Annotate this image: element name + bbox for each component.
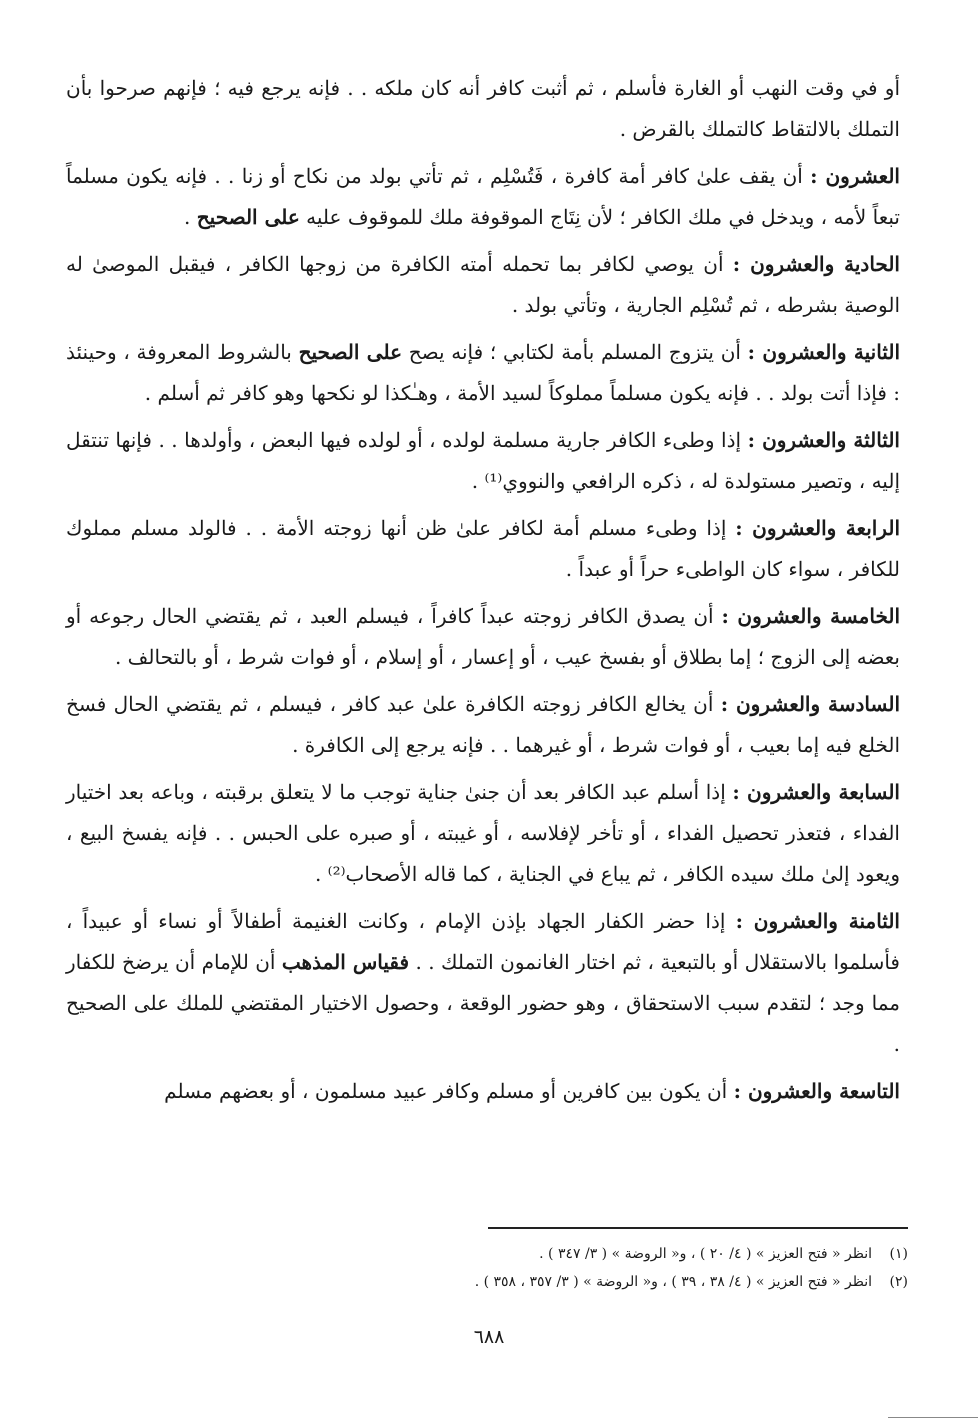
paragraph-heading: الخامسة والعشرون : — [721, 604, 900, 628]
page-number: ٦٨٨ — [473, 1326, 505, 1348]
emphasis-text: على الصحيح — [298, 340, 402, 364]
paragraph-24 — [66, 508, 900, 590]
paragraph-text: أن يخالع الكافر زوجته الكافرة علىٰ عبد كافر ، فيسلم ، ثم يقتضي الحال فسخ الخلع فيه إما بعيب ، أو فوات شرط ، أو غيرهما . . فإنه يرجع إلى الكافرة . — [66, 692, 900, 757]
paragraph-23 — [66, 420, 900, 502]
paragraph-heading: العشرون : — [810, 164, 900, 188]
paragraph-text: أن يوصي لكافر بما تحمله أمته الكافرة من زوجها الكافر ، فيقبل الموصىٰ له الوصية بشرطه ، ثم تُسْلِم الجارية ، وتأتي بولد . — [66, 252, 900, 317]
footnote-divider — [488, 1227, 908, 1229]
paragraph-text: أن يتزوج المسلم بأمة لكتابي ؛ فإنه يصح — [402, 340, 748, 364]
paragraph-text: إذا وطىء مسلم أمة لكافر علىٰ ظن أنها زوجته الأمة . . فالولد مسلم مملوك للكافر ، سواء كان الواطىء حراً أو عبداً . — [66, 516, 900, 581]
paragraph-25 — [66, 596, 900, 678]
paragraph-text: أن يكون بين كافرين أو مسلم وكافر عبيد مسلمون ، أو بعضهم مسلم — [164, 1079, 734, 1103]
paragraph-text: إذا وطىء الكافر جارية مسلمة لولده ، أو لولده فيها البعض ، وأولدها . . فإنها تنتقل إليه ، وتصير مستولدة له ، ذكره الرافعي والنووي⁽¹⁾ . — [66, 428, 900, 493]
paragraph-text: إذا أسلم عبد الكافر بعد أن جنىٰ جناية توجب ما لا يتعلق برقبته ، وباعه بعد اختيار الفداء ، فتعذر تحصيل الفداء ، أو تأخر لإفلاسه ، أو غيبته ، أو صبره على الحبس . . فإنه يفسخ البيع ، ويعود إلىٰ ملك سيده الكافر ، ثم يباع في الجناية ، كما قاله الأصحاب⁽²⁾ . — [66, 780, 900, 886]
paragraph-heading: الثالثة والعشرون : — [747, 428, 900, 452]
paragraph-text: أن يقف علىٰ كافر أمة كافرة ، فَتُسْلِم ، ثم تأتي بولد من نكاح أو زنا . . فإنه يكون مسلماً تبعاً لأمه ، ويدخل في ملك الكافر ؛ لأن نِتَاج الموقوفة ملك للموقوف عليه — [66, 164, 900, 229]
footnote-text: انظر « فتح العزيز » ( ٤/ ٣٨ ، ٣٩ ) ، و« الروضة » ( ٣/ ٣٥٧ ، ٣٥٨ ) . — [474, 1274, 872, 1290]
paragraph-tail: أن للإمام أن يرضخ للكفار مما وجد ؛ لتقدم سبب الاستحقاق ، وهو حضور الوقعة ، وحصول الاختيار المقتضي للملك على الصحيح . — [66, 950, 900, 1056]
emphasis-text: فقياس المذهب — [281, 950, 410, 974]
paragraph-continuation — [66, 68, 900, 150]
paragraph-21 — [66, 244, 900, 326]
paragraph-heading: الثامنة والعشرون : — [735, 909, 900, 933]
paragraph-heading: الرابعة والعشرون : — [735, 516, 900, 540]
paragraph-27 — [66, 772, 900, 895]
paragraph-text: أو في وقت النهب أو الغارة فأسلم ، ثم أثبت كافر أنه كان ملكه . . فإنه يرجع فيه ؛ فإنهم صرحوا بأن التملك بالالتقاط كالتملك بالقرض . — [66, 76, 900, 141]
paragraph-heading: التاسعة والعشرون : — [733, 1079, 900, 1103]
footnote-number: (٢) — [889, 1274, 908, 1290]
paragraph-text: إذا حضر الكفار الجهاد بإذن الإمام ، وكانت الغنيمة أطفالاً أو نساء أو عبيداً ، فأسلموا بالاستقلال أو بالتبعية ، ثم اختار الغانمون التملك . . — [66, 909, 900, 974]
paragraph-28 — [66, 901, 900, 1065]
paragraph-26 — [66, 684, 900, 766]
paragraph-text: أن يصدق الكافر زوجته عبداً كافراً ، فيسلم العبد ، ثم يقتضي الحال رجوعه أو بعضه إلى الزوج ؛ إما بطلاق أو بفسخ عيب ، أو إعسار ، أو إسلام ، أو فوات شرط ، أو بالتحالف . — [66, 604, 900, 669]
paragraph-tail: . — [184, 205, 197, 229]
footnotes — [74, 1240, 908, 1296]
paragraph-heading: السادسة والعشرون : — [720, 692, 901, 716]
emphasis-text: على الصحيح — [196, 205, 300, 229]
scan-edge-line — [888, 1417, 978, 1418]
footnote-number: (١) — [889, 1246, 908, 1262]
paragraph-heading: الثانية والعشرون : — [747, 340, 900, 364]
paragraph-22 — [66, 332, 900, 414]
paragraph-29 — [66, 1071, 900, 1112]
footnote-text: انظر « فتح العزيز » ( ٤/ ٢٠ ) ، و« الروضة » ( ٣/ ٣٤٧ ) . — [539, 1246, 872, 1262]
paragraph-20 — [66, 156, 900, 238]
paragraph-tail: بالشروط المعروفة ، وحينئذ : فإذا أتت بولد . . فإنه يكون مسلماً مملوكاً لسيد الأمة ، وهـٰكذا لو نكحها وهو كافر ثم أسلم . — [66, 340, 900, 405]
footnote-item — [74, 1268, 908, 1296]
footnote-item — [74, 1240, 908, 1268]
page-body — [66, 68, 900, 1118]
paragraph-heading: الحادية والعشرون : — [732, 252, 900, 276]
paragraph-heading: السابعة والعشرون : — [732, 780, 900, 804]
